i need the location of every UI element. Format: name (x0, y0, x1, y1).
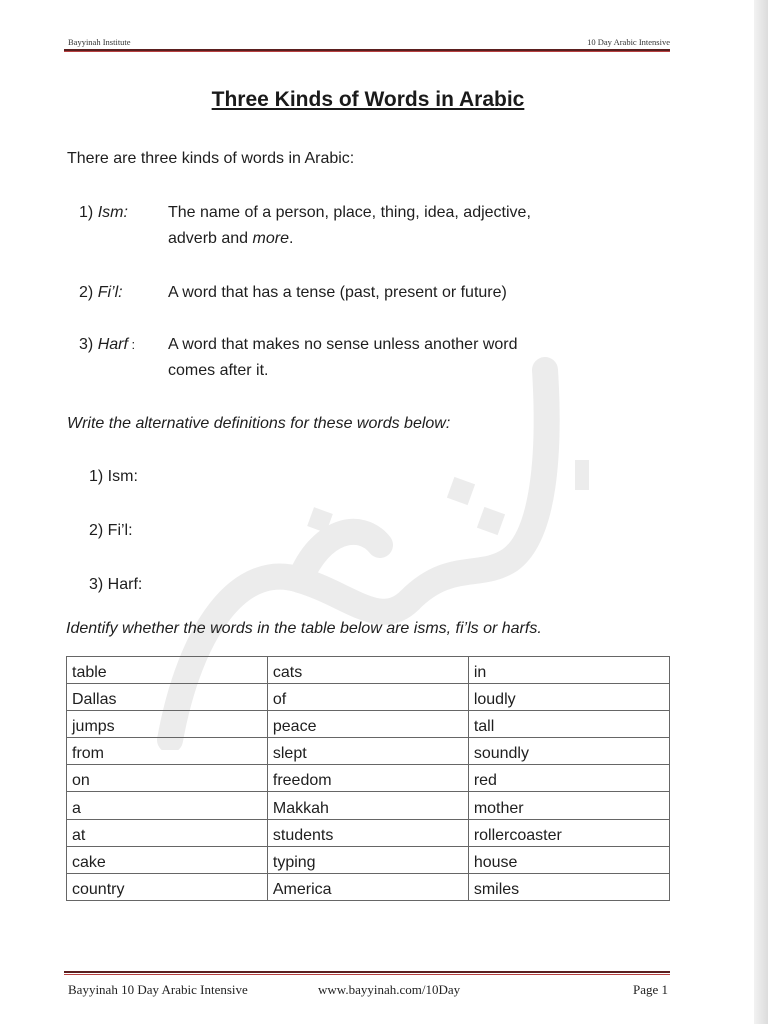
table-row (67, 738, 670, 765)
table-cell: slept (267, 738, 468, 765)
table-cell: mother (468, 792, 669, 819)
header-right-text: 10 Day Arabic Intensive (587, 37, 670, 47)
intro-text: There are three kinds of words in Arabic: (67, 150, 355, 167)
table-cell: on (67, 765, 268, 792)
definition-term-separator: : (127, 337, 136, 352)
table-cell: typing (267, 846, 468, 873)
table-cell: soundly (468, 738, 669, 765)
table-cell: at (67, 819, 268, 846)
page-number: Page 1 (632, 982, 668, 997)
definition-1-label (79, 200, 128, 226)
footer-left-text: Bayyinah 10 Day Arabic Intensive (68, 982, 248, 997)
definition-1-text: The name of a person, place, thing, idea, adjective, (168, 204, 531, 221)
definition-text-part: . (288, 230, 294, 247)
footer-rule-dark (64, 971, 670, 973)
table-row (67, 765, 670, 792)
table-cell: house (468, 846, 669, 873)
table-cell: rollercoaster (468, 819, 669, 846)
definition-term: Harf (97, 336, 128, 353)
table-cell: a (67, 792, 268, 819)
table-cell: cake (67, 846, 268, 873)
page-header (64, 36, 670, 48)
definition-number: 3) (79, 336, 94, 353)
definition-3-text-line2: comes after it. (168, 362, 269, 379)
definition-number: 1) (79, 204, 94, 221)
footer-rule-red (64, 974, 670, 975)
table-cell: table (67, 657, 268, 684)
table-cell: cats (267, 657, 468, 684)
definition-2-text: A word that has a tense (past, present or future) (168, 284, 507, 301)
table-row (67, 711, 670, 738)
table-cell: from (67, 738, 268, 765)
table-cell: freedom (267, 765, 468, 792)
table-row (67, 657, 670, 684)
alt-definition-item: 3) Harf: (89, 576, 143, 593)
table-cell: peace (267, 711, 468, 738)
definition-number: 2) (79, 284, 94, 301)
table-cell: Makkah (267, 792, 468, 819)
table-cell: jumps (67, 711, 268, 738)
alt-definition-item: 1) Ism: (89, 468, 138, 485)
definition-1-text-line2 (168, 226, 293, 252)
table-cell: students (267, 819, 468, 846)
table-row (67, 792, 670, 819)
table-cell: smiles (468, 873, 669, 900)
section-2-heading: Write the alternative definitions for these words below: (67, 415, 451, 432)
table-row (67, 873, 670, 900)
definition-term: Fi’l: (97, 284, 123, 301)
table-cell: loudly (468, 684, 669, 711)
section-3-heading: Identify whether the words in the table below are isms, fi’ls or harfs. (66, 620, 542, 637)
table-row (67, 846, 670, 873)
page-title: Three Kinds of Words in Arabic (211, 88, 525, 111)
footer-url-link[interactable]: www.bayyinah.com/10Day (318, 982, 461, 997)
table-row (67, 819, 670, 846)
table-cell: in (468, 657, 669, 684)
header-rule-red (64, 51, 670, 52)
alt-definition-item: 2) Fi’l: (89, 522, 133, 539)
table-cell: country (67, 873, 268, 900)
definition-text-emphasis: more (252, 230, 289, 247)
table-cell: of (267, 684, 468, 711)
table-cell: tall (468, 711, 669, 738)
table-row (67, 684, 670, 711)
table-cell: America (267, 873, 468, 900)
header-left-text: Bayyinah Institute (68, 37, 131, 47)
definition-3-label (79, 332, 135, 358)
page-footer (64, 982, 670, 1000)
table-cell: red (468, 765, 669, 792)
table-cell: Dallas (67, 684, 268, 711)
definition-2-label (79, 280, 123, 306)
words-table (66, 656, 670, 901)
definition-3-text: A word that makes no sense unless another word (168, 336, 518, 353)
page-edge-shadow (754, 0, 768, 1024)
definition-text-part: adverb and (168, 230, 253, 247)
definition-term: Ism: (97, 204, 128, 221)
